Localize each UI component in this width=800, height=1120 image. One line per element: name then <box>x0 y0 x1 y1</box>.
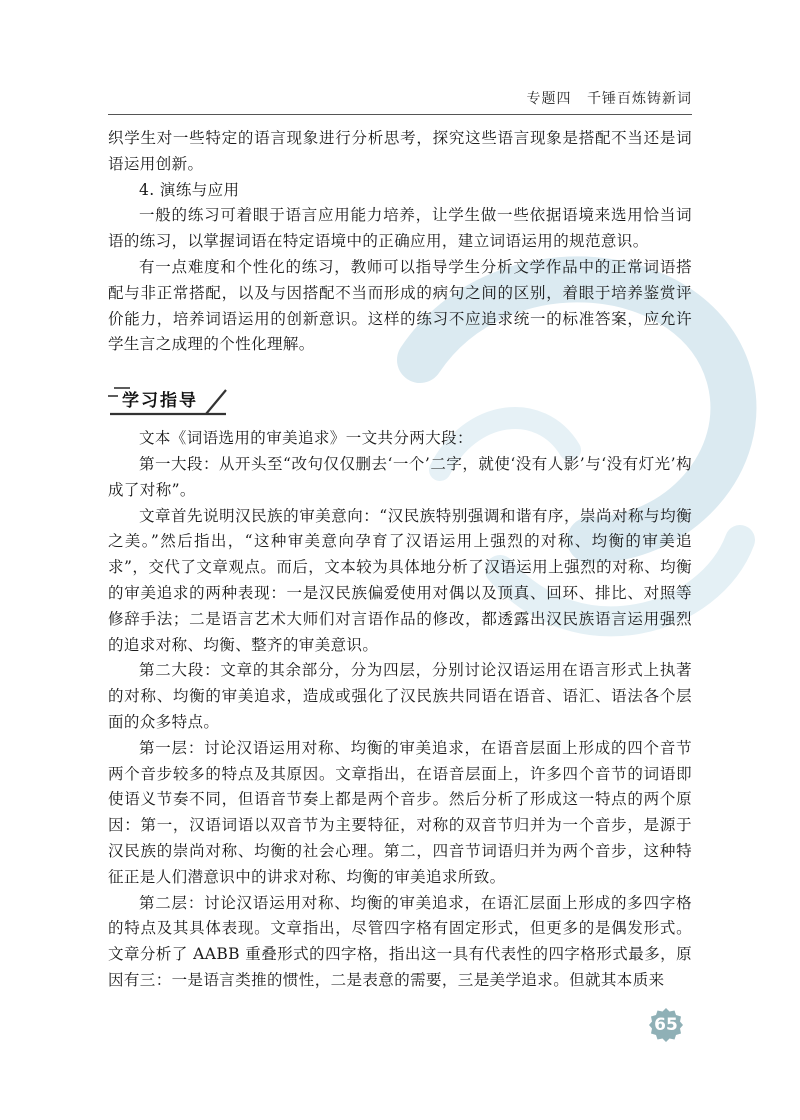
section-heading <box>108 380 692 420</box>
header-topic: 专题四 <box>526 91 572 107</box>
body-paragraph: 第一层：讨论汉语运用对称、均衡的审美追求，在语音层面上形成的四个音节两个音步较多的特点及其原因。文章指出，在语音层面上，许多四个音节的词语即使语义节奏不同，但语音节奏上都是两个音步。然后分析了形成这一特点的两个原因：第一，汉语词语以双音节为主要特征，对称的双音节归并为一个音步，是源于汉民族的崇尚对称、均衡的社会心理。第二，四音节词语归并为两个音步，这种特征正是人们潜意识中的讲求对称、均衡的审美追求所致。 <box>108 738 692 886</box>
body-paragraph: 第二大段：文章的其余部分，分为四层，分别讨论汉语运用在语言形式上执著的对称、均衡的审美追求，造成或强化了汉民族共同语在语音、语汇、语法各个层面的众多特点。 <box>108 661 692 731</box>
header-title: 千锤百炼铸新词 <box>587 91 692 107</box>
body-paragraph: 有一点难度和个性化的练习，教师可以指导学生分析文学作品中的正常词语搭配与非正常搭配，以及与因搭配不当而形成的病句之间的区别，着眼于培养鉴赏评价能力，培养词语运用的创新意识。这样的练习不应追求统一的标准答案，应允许学生言之成理的个性化理解。 <box>108 257 692 354</box>
running-header <box>108 88 692 115</box>
body-paragraph: 文本《词语选用的审美追求》一文共分两大段： <box>139 429 473 448</box>
body-paragraph: 文章首先说明汉民族的审美意向：“汉民族特别强调和谐有序，崇尚对称与均衡之美。”然后指出，“这种审美意向孕育了汉语运用上强烈的对称、均衡的审美追求”，交代了文章观点。而后，文本较为具体地分析了汉语运用上强烈的对称、均衡的审美追求的两种表现：一是汉民族偏爱使用对偶以及顶真、回环、排比、对照等修辞手法；二是语言艺术大师们对言语作品的修改，都透露出汉民族语言运用强烈的追求对称、均衡、整齐的审美意识。 <box>108 506 692 654</box>
body-paragraph: 第一大段：从开头至“改句仅仅删去‘一个’二字，就使‘没有人影’与‘没有灯光’构成了对称”。 <box>108 454 692 499</box>
header-text <box>517 88 692 108</box>
body-paragraph: 第二层：讨论汉语运用对称、均衡的审美追求，在语汇层面上形成的多四字格的特点及其具体表现。文章指出，尽管四字格有固定形式，但更多的是偶发形式。文章分析了 AABB 重叠形式的四字格，指出这一具有代表性的四字格形式最多，原因有三：一是语言类推的惯性，二是表意的需要，三是美学追求。但就其本质来 <box>108 893 692 989</box>
page-body <box>108 126 692 994</box>
body-paragraph: 一般的练习可着眼于语言应用能力培养，让学生做一些依据语境来选用恰当词语的练习，以掌握词语在特定语境中的正确应用，建立词语运用的规范意识。 <box>108 206 692 251</box>
page-number: 65 <box>654 1015 678 1035</box>
subheading-practice: 4. 演练与应用 <box>139 180 240 199</box>
body-paragraph: 织学生对一些特定的语言现象进行分析思考，探究这些语言现象是搭配不当还是词语运用创新。 <box>108 129 692 173</box>
section-title: 学习指导 <box>122 391 198 412</box>
